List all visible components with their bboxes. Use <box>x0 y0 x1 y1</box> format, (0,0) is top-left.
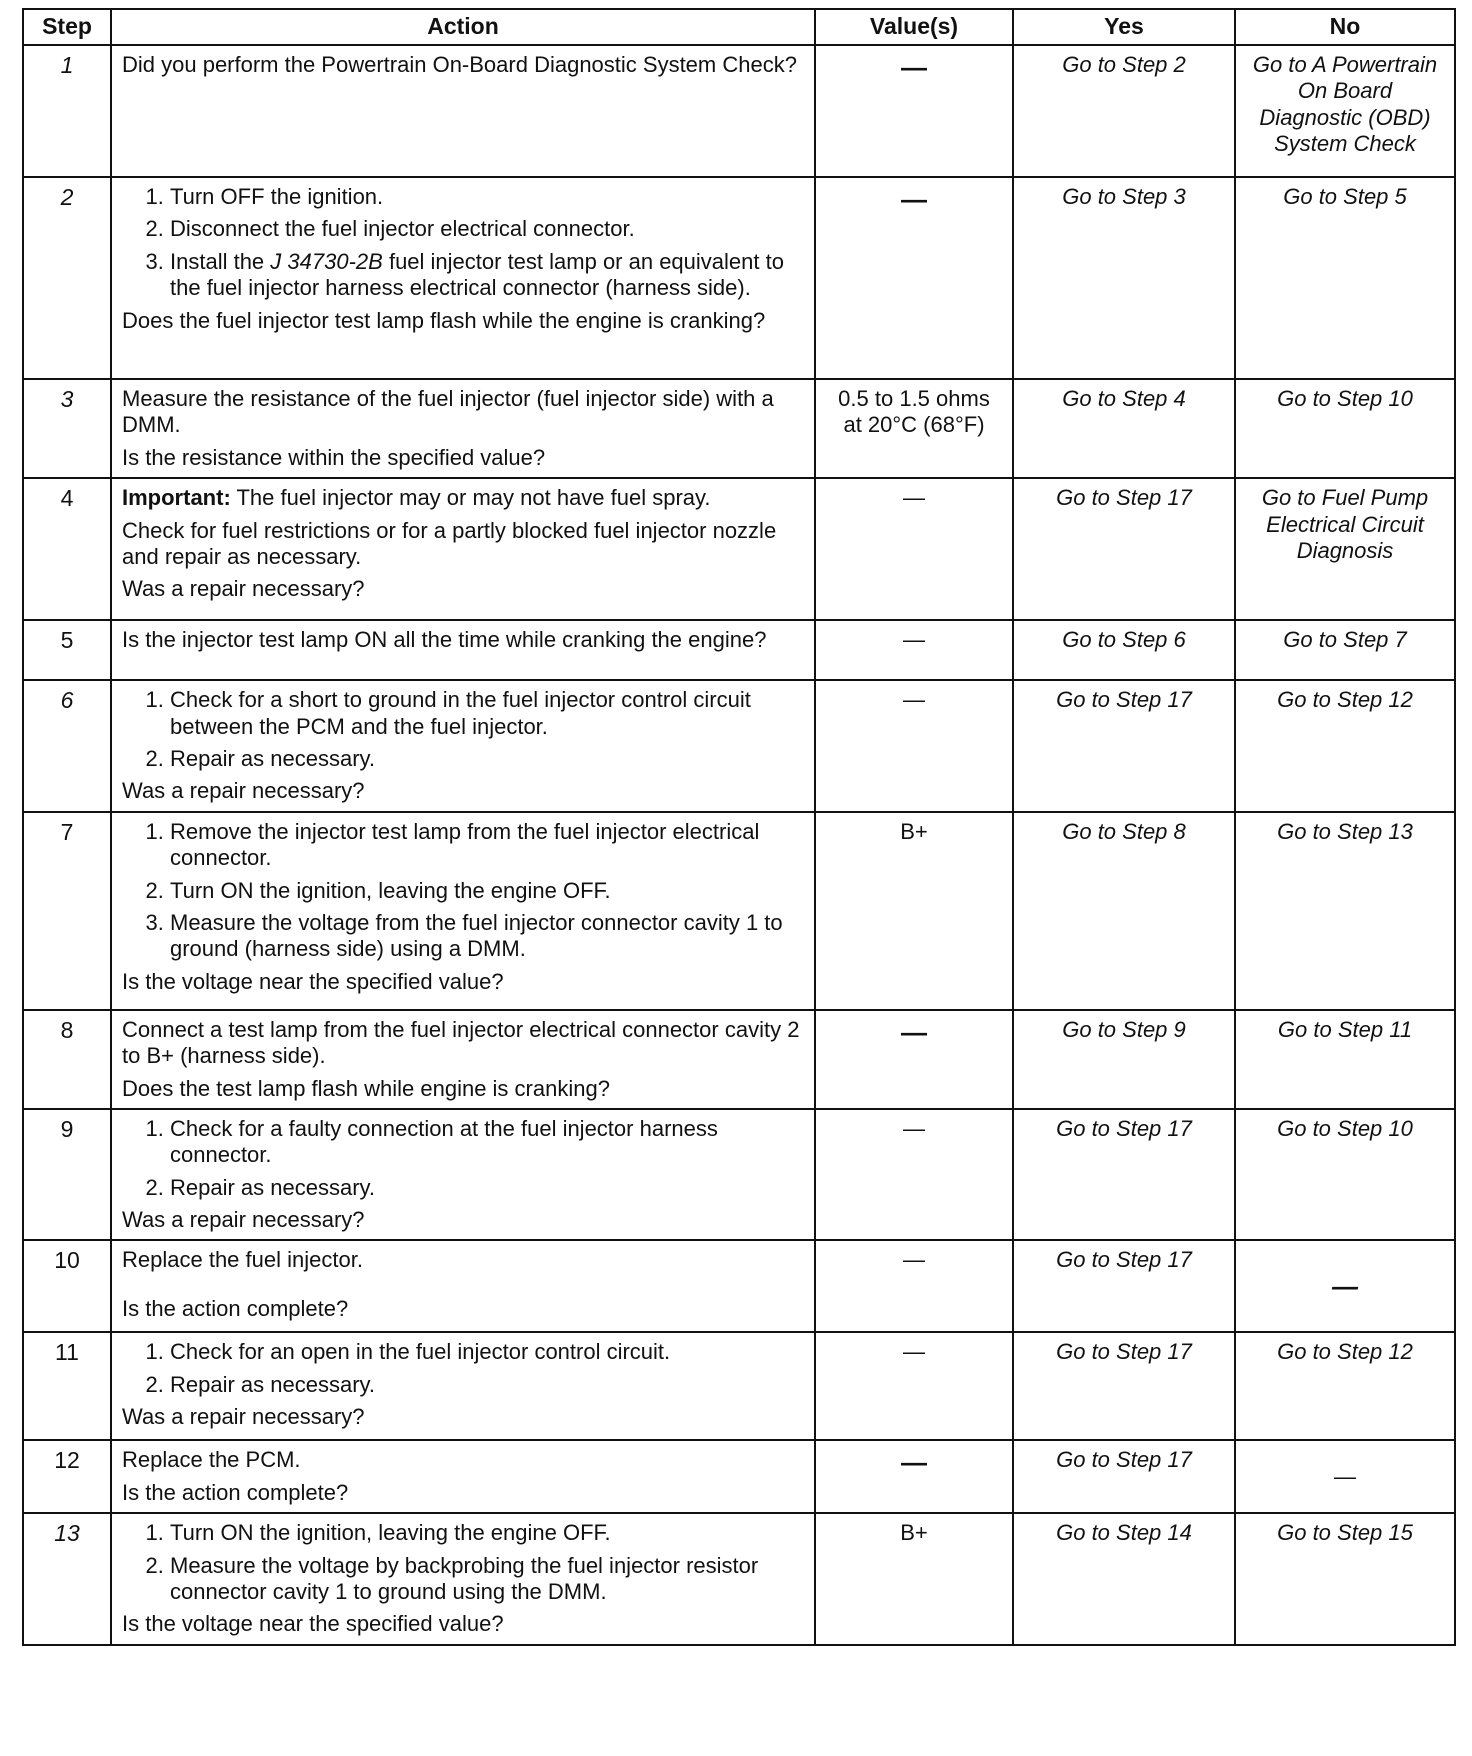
no-cell: Go to Step 10 <box>1235 379 1455 478</box>
list-item <box>170 249 804 302</box>
list-item: 1. Check for an open in the fuel injector control circuit. <box>170 1339 804 1365</box>
action-cell <box>111 177 815 379</box>
step-number: 9 <box>23 1109 111 1241</box>
diagnostic-table <box>22 8 1456 1646</box>
diagnostic-page <box>22 8 1454 1646</box>
question-text: Was a repair necessary? <box>122 576 365 602</box>
list-item: 2. Disconnect the fuel injector electrical connector. <box>170 216 804 242</box>
value-cell: — <box>815 620 1013 680</box>
action-text: Replace the PCM. <box>122 1447 301 1473</box>
action-text: Did you perform the Powertrain On-Board Diagnostic System Check? <box>122 52 797 77</box>
action-cell <box>111 620 815 680</box>
yes-cell: Go to Step 9 <box>1013 1010 1235 1109</box>
yes-cell: Go to Step 17 <box>1013 1440 1235 1513</box>
yes-cell: Go to Step 6 <box>1013 620 1235 680</box>
value-cell: B+ <box>815 1513 1013 1645</box>
no-cell: — <box>1235 1440 1455 1513</box>
header-step: Step <box>23 9 111 45</box>
no-cell: Go to Step 13 <box>1235 812 1455 1010</box>
question-text: Was a repair necessary? <box>122 1404 365 1430</box>
no-cell: Go to Step 15 <box>1235 1513 1455 1645</box>
no-prefix: Go to <box>1261 485 1316 511</box>
action-cell <box>111 1513 815 1645</box>
question-text: Was a repair necessary? <box>122 778 365 804</box>
no-cell <box>1235 1240 1455 1332</box>
header-no: No <box>1235 9 1455 45</box>
action-cell <box>111 1440 815 1513</box>
action-cell <box>111 45 815 177</box>
list-item: 1. Turn OFF the ignition. <box>170 184 804 210</box>
step-number: 7 <box>23 812 111 1010</box>
value-cell: — <box>815 1332 1013 1440</box>
table-row <box>23 620 1455 680</box>
list-item: 2. Repair as necessary. <box>170 746 804 772</box>
no-cell <box>1235 45 1455 177</box>
question-text: Is the voltage near the specified value? <box>122 968 504 994</box>
action-cell <box>111 812 815 1010</box>
list-item: 3. Measure the voltage from the fuel injector connector cavity 1 to ground (harness side) using a DMM. <box>170 910 804 963</box>
value-cell: 0.5 to 1.5 ohms at 20°C (68°F) <box>815 379 1013 478</box>
item-text: fuel injector test lamp or an equivalent to the fuel injector harness electrical connector (harness side). <box>170 248 784 301</box>
list-item: 1. Turn ON the ignition, leaving the engine OFF. <box>170 1520 804 1546</box>
table-row <box>23 1010 1455 1109</box>
table-row <box>23 1440 1455 1513</box>
step-number: 10 <box>23 1240 111 1332</box>
value-cell: B+ <box>815 812 1013 1010</box>
important-note <box>122 485 804 511</box>
tool-number: J 34730-2B <box>270 248 383 274</box>
action-list <box>122 687 804 772</box>
no-cell: Go to Step 12 <box>1235 1332 1455 1440</box>
value-cell: — <box>815 478 1013 620</box>
action-text: Measure the resistance of the fuel injector (fuel injector side) with a DMM. <box>122 386 774 438</box>
value-cell <box>815 1010 1013 1109</box>
list-item: 1. Check for a short to ground in the fuel injector control circuit between the PCM and the fuel injector. <box>170 687 804 740</box>
value-text: — <box>901 1016 927 1047</box>
action-cell <box>111 379 815 478</box>
table-row <box>23 379 1455 478</box>
yes-cell: Go to Step 8 <box>1013 812 1235 1010</box>
value-text: — <box>901 52 927 82</box>
question-text: Is the action complete? <box>122 1295 349 1321</box>
header-row <box>23 9 1455 45</box>
important-label: Important: <box>122 485 231 511</box>
value-cell <box>815 177 1013 379</box>
header-action: Action <box>111 9 815 45</box>
action-list <box>122 1116 804 1201</box>
table-row <box>23 1109 1455 1241</box>
no-cell <box>1235 478 1455 620</box>
action-text: Connect a test lamp from the fuel injector electrical connector cavity 2 to B+ (harness side). <box>122 1016 800 1069</box>
action-text: Check for fuel restrictions or for a partly blocked fuel injector nozzle and repair as necessary. <box>122 517 777 569</box>
action-list <box>122 184 804 302</box>
list-item: 1. Remove the injector test lamp from the fuel injector electrical connector. <box>170 819 804 872</box>
yes-cell: Go to Step 17 <box>1013 1109 1235 1241</box>
action-cell <box>111 1240 815 1332</box>
step-number: 2 <box>23 177 111 379</box>
action-cell <box>111 680 815 812</box>
question-text: Is the action complete? <box>122 1479 349 1505</box>
action-list <box>122 819 804 963</box>
header-values: Value(s) <box>815 9 1013 45</box>
no-cell: Go to Step 5 <box>1235 177 1455 379</box>
action-cell <box>111 1332 815 1440</box>
header-yes: Yes <box>1013 9 1235 45</box>
yes-cell: Go to Step 17 <box>1013 1240 1235 1332</box>
list-item: 2. Repair as necessary. <box>170 1372 804 1398</box>
yes-cell: Go to Step 14 <box>1013 1513 1235 1645</box>
no-text: — <box>1332 1270 1358 1301</box>
no-link: Fuel Pump Electrical Circuit Diagnosis <box>1266 485 1429 563</box>
step-number: 11 <box>23 1332 111 1440</box>
step-number: 13 <box>23 1513 111 1645</box>
table-row <box>23 45 1455 177</box>
yes-cell: Go to Step 17 <box>1013 680 1235 812</box>
value-text: — <box>901 184 927 214</box>
yes-cell: Go to Step 3 <box>1013 177 1235 379</box>
no-cell: Go to Step 10 <box>1235 1109 1455 1241</box>
list-item: 2. Measure the voltage by backprobing the fuel injector resistor connector cavity 1 to ground using the DMM. <box>170 1553 804 1606</box>
question-text: Does the fuel injector test lamp flash while the engine is cranking? <box>122 307 766 333</box>
value-cell: — <box>815 680 1013 812</box>
step-number: 12 <box>23 1440 111 1513</box>
table-row <box>23 1332 1455 1440</box>
no-link: A Powertrain On Board Diagnostic (OBD) System Check <box>1259 52 1438 157</box>
step-number: 6 <box>23 680 111 812</box>
list-item: 1. Check for a faulty connection at the fuel injector harness connector. <box>170 1116 804 1169</box>
no-cell: Go to Step 7 <box>1235 620 1455 680</box>
value-cell <box>815 45 1013 177</box>
step-number: 1 <box>23 45 111 177</box>
list-item: 2. Turn ON the ignition, leaving the engine OFF. <box>170 878 804 904</box>
value-text: — <box>901 1447 927 1478</box>
action-text: Replace the fuel injector. <box>122 1247 363 1273</box>
action-cell <box>111 478 815 620</box>
no-cell: Go to Step 11 <box>1235 1010 1455 1109</box>
action-cell <box>111 1010 815 1109</box>
list-item: 2. Repair as necessary. <box>170 1175 804 1201</box>
step-number: 5 <box>23 620 111 680</box>
important-text: The fuel injector may or may not have fuel spray. <box>236 485 711 511</box>
table-row <box>23 177 1455 379</box>
value-cell <box>815 1440 1013 1513</box>
step-number: 8 <box>23 1010 111 1109</box>
question-text: Does the test lamp flash while engine is cranking? <box>122 1075 610 1101</box>
action-list <box>122 1339 804 1398</box>
table-row <box>23 478 1455 620</box>
yes-cell: Go to Step 4 <box>1013 379 1235 478</box>
no-cell: Go to Step 12 <box>1235 680 1455 812</box>
question-text: Is the resistance within the specified value? <box>122 444 546 470</box>
table-row <box>23 1513 1455 1645</box>
item-text: Install the <box>170 248 265 274</box>
yes-cell: Go to Step 2 <box>1013 45 1235 177</box>
step-number: 4 <box>23 478 111 620</box>
question-text: Was a repair necessary? <box>122 1207 365 1233</box>
no-prefix: Go to <box>1252 52 1307 77</box>
action-list <box>122 1520 804 1605</box>
value-cell: — <box>815 1109 1013 1241</box>
table-row <box>23 812 1455 1010</box>
value-cell: — <box>815 1240 1013 1332</box>
action-cell <box>111 1109 815 1241</box>
table-row <box>23 1240 1455 1332</box>
yes-cell: Go to Step 17 <box>1013 478 1235 620</box>
table-row <box>23 680 1455 812</box>
yes-cell: Go to Step 17 <box>1013 1332 1235 1440</box>
step-number: 3 <box>23 379 111 478</box>
action-text: Is the injector test lamp ON all the time while cranking the engine? <box>122 627 767 653</box>
question-text: Is the voltage near the specified value? <box>122 1611 504 1637</box>
